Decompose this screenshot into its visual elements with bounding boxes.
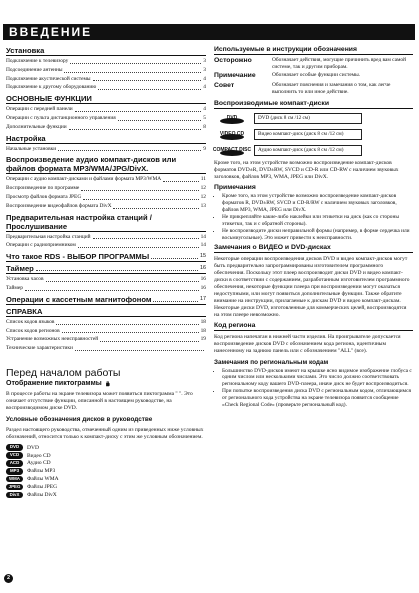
toc-leader bbox=[83, 193, 198, 200]
toc-item-label: Начальные установки bbox=[6, 145, 57, 152]
note-item: • Кроме того, на этом устройстве возможно воспроизведение компакт-дисков форматов R, DVD±RW, SVCD и CD-R/RW с наличием звуковых заголовков, файлов MP3, WMA, JPEG или DivX. bbox=[222, 193, 413, 213]
symbols-heading: Условные обозначения дисков в руководстве bbox=[6, 415, 153, 423]
disc-badge-icon: WMA bbox=[6, 476, 23, 483]
notes-list bbox=[222, 193, 413, 241]
notation-term: Примечание bbox=[214, 72, 256, 80]
disc-symbol-row bbox=[6, 476, 206, 483]
toc-leader bbox=[163, 175, 199, 182]
region-notes-heading: Замечания по региональным кодам bbox=[214, 358, 329, 366]
notation-text: Обозначает особые функции системы. bbox=[272, 72, 361, 79]
toc-item-label: Операции с радиоприемником bbox=[6, 242, 76, 249]
toc-section-label: Что такое RDS - ВЫБОР ПРОГРАММЫ bbox=[6, 252, 150, 262]
toc-item-label: Список кодов регионов bbox=[6, 327, 60, 334]
toc-item[interactable] bbox=[6, 202, 206, 211]
region-note-item: • Большинство DVD-дисков имеют на крышке ясно видимое изображение глобуса с одним числом или несколькими числами. Это число должно соответствовать региональному коду вашего DVD-плеера, иначе диск не будет воспроизводиться. bbox=[222, 368, 413, 388]
toc-item[interactable] bbox=[6, 145, 206, 154]
symbols-paragraph: Раздел настоящего руководства, отмеченный одним из приведенных ниже условных обозначений, относится только к компакт-диску с этим же условным обозначением. bbox=[6, 426, 204, 440]
toc-page: 16 bbox=[200, 276, 206, 283]
toc-leader bbox=[56, 318, 198, 325]
toc-item[interactable] bbox=[6, 83, 206, 92]
discs-paragraph: Кроме того, на этом устройстве возможно воспроизведение компакт-дисков форматов DVD±R, DVD±RW, SVCD и CD-R или CD-RW с наличием звуковых заголовков, файлов MP3, WMA, JPEG или DivX. bbox=[214, 160, 399, 181]
toc-leader bbox=[70, 57, 201, 64]
region-note-item: • При попытке воспроизведения диска DVD с региональным кодом, отличающимся от регионального кода устройства на экране телевизора появится сообщение «Check Regional Code» (проверьте региональный код). bbox=[222, 388, 413, 408]
divider bbox=[214, 108, 413, 109]
toc-leader bbox=[100, 335, 198, 342]
toc-section-title bbox=[6, 252, 206, 262]
toc-page: 14 bbox=[200, 242, 206, 249]
toc-page: 16 bbox=[200, 265, 206, 272]
notation-term: Осторожно bbox=[214, 57, 252, 64]
toc-leader bbox=[75, 105, 202, 112]
toc-item[interactable] bbox=[6, 175, 206, 184]
toc-page: 18 bbox=[200, 327, 206, 334]
toc-item-label: Список кодов языков bbox=[6, 318, 55, 325]
disc-list bbox=[214, 111, 413, 157]
toc-item-label: Просмотр файлов формата JPEG bbox=[6, 193, 82, 200]
disc-logo-text: COMPACT DISC bbox=[212, 146, 252, 153]
intro-title: Перед началом работы bbox=[6, 366, 121, 379]
disc-symbol-label: Видео CD bbox=[27, 452, 51, 459]
toc-item[interactable] bbox=[6, 57, 206, 66]
toc-leader bbox=[75, 344, 204, 351]
toc-leader bbox=[78, 241, 199, 248]
toc-section-label: Настройка bbox=[6, 133, 46, 143]
disc-badge-icon: ACD bbox=[6, 460, 23, 467]
disc-badge-icon: JPEG bbox=[6, 484, 23, 491]
toc-section-label: Установка bbox=[6, 46, 45, 55]
video-paragraph: Некоторые операции воспроизведения дисков DVD и видео компакт-дисков могут быть предварительно запрограммированы изготовителем программного обеспечения. Поскольку этот плеер воспроизводит диски DVD и видео компакт-диски в соответствии с содержанием, разработанным изготовителем программного обеспечения, некоторые функции плеера при воспроизведении могут оказаться недоступными, или могут появиться дополнительные функции. Также обратите внимание на инструкции, прилагаемые к дискам DVD и видео компакт-дискам. Некоторые диски DVD, изготовленные для коммерческих целей, воспроизводятся на этом плеере невозможно. bbox=[214, 255, 410, 318]
toc-leader bbox=[118, 114, 202, 121]
toc-section-title bbox=[6, 134, 206, 144]
toc-page: 19 bbox=[200, 336, 206, 343]
intro-subtitle: Отображение пиктограммы bbox=[6, 379, 206, 388]
toc-item-label: Технические характеристики bbox=[6, 345, 73, 352]
toc-page: 5 bbox=[203, 114, 206, 121]
toc-section-label: ОСНОВНЫЕ ФУНКЦИИ bbox=[6, 94, 92, 104]
left-column bbox=[6, 44, 206, 499]
toc-page: 14 bbox=[200, 233, 206, 240]
toc-item-label: Предварительная настройка станций bbox=[6, 233, 91, 240]
toc-page: 11 bbox=[200, 176, 206, 183]
disc-badge-icon: MP3 bbox=[6, 468, 23, 475]
toc-page: 17 bbox=[200, 295, 206, 302]
toc-item[interactable] bbox=[6, 284, 206, 293]
toc-item-label: Воспроизведение видеофайлов формата DivX bbox=[6, 202, 112, 209]
toc-section-title bbox=[6, 155, 206, 174]
toc-item[interactable] bbox=[6, 241, 206, 250]
note-item: • Не прикрепляйте какие-либо наклейки или этикетки на диск (как со стороны этикетки, так и с обратной стороны). bbox=[222, 214, 413, 227]
toc-item[interactable] bbox=[6, 66, 206, 75]
divider bbox=[214, 54, 413, 55]
disc-symbol-row bbox=[6, 452, 206, 459]
disc-row bbox=[214, 143, 413, 157]
toc-item-label: Операции с пульта дистанционного управления bbox=[6, 114, 116, 121]
disc-symbol-row bbox=[6, 483, 206, 490]
toc-item[interactable] bbox=[6, 275, 206, 284]
intro-paragraph: В процессе работы на экране телевизора может появиться пиктограмма " ". Это означает отсутствие функции, описанной в настоящем руководстве, на воспроизводимом диске DVD. bbox=[6, 390, 193, 411]
disc-badge-icon: DVD bbox=[6, 444, 23, 451]
toc-page: 4 bbox=[203, 84, 206, 91]
divider bbox=[214, 330, 413, 331]
toc-item-label: Операции с аудио компакт-дисками и файлами формата MP3/WMA bbox=[6, 176, 162, 183]
disc-badge-icon: VCD bbox=[6, 452, 23, 459]
disc-logo-icon bbox=[214, 143, 250, 157]
notation-heading: Используемые в инструкции обозначения bbox=[214, 46, 357, 53]
section-banner bbox=[3, 24, 415, 40]
toc-page: 13 bbox=[200, 202, 206, 209]
toc-leader bbox=[81, 184, 198, 191]
toc-section-label: СПРАВКА bbox=[6, 306, 43, 316]
disc-symbol-list bbox=[6, 444, 206, 499]
disc-description: Аудио компакт-диск (диск 8 см /12 см) bbox=[254, 145, 362, 155]
toc-page: 4 bbox=[203, 75, 206, 82]
region-paragraph: Код региона напечатан в нижней части изделия. На проигрывателе допускается воспроизведение дисков DVD с обозначением кода региона, идентичным нанесенному на заднюю панель или с обозначением "ALL" (все). bbox=[214, 333, 401, 354]
toc-item-label: Таймер bbox=[6, 284, 23, 291]
toc-page: 3 bbox=[203, 66, 206, 73]
right-column bbox=[214, 44, 413, 409]
toc-leader bbox=[93, 75, 202, 82]
toc-page: 15 bbox=[200, 253, 206, 260]
toc-item[interactable] bbox=[6, 105, 206, 114]
disc-row bbox=[214, 111, 413, 125]
notes-heading: Примечания bbox=[214, 184, 256, 192]
notation-text: Обозначает действия, могущие причинить вред вам самой системе, так и другим приборам. bbox=[272, 57, 406, 70]
toc-item-label: Подключение к телевизору bbox=[6, 58, 69, 64]
toc-item[interactable] bbox=[6, 193, 206, 202]
toc-item-label: Воспроизведение по программе bbox=[6, 185, 80, 192]
notation-row bbox=[214, 82, 413, 95]
section-title: ВВЕДЕНИЕ bbox=[9, 25, 93, 39]
disc-description: Видео компакт-диск (диск 8 см /12 см) bbox=[254, 129, 362, 139]
toc-section-title bbox=[6, 295, 206, 305]
toc-leader bbox=[98, 83, 201, 90]
toc-leader bbox=[64, 66, 201, 73]
disc-logo-text: VIDEO CD bbox=[219, 130, 245, 137]
disc-symbol-label: DVD bbox=[27, 444, 39, 451]
disc-symbol-label: Файлы MP3 bbox=[27, 468, 56, 475]
region-notes-list bbox=[222, 368, 413, 409]
disc-logo-icon bbox=[214, 127, 250, 141]
notation-text: Обозначает пояснения и замечания о том, как легче выполнить то или иное действие. bbox=[272, 82, 391, 95]
discs-heading: Воспроизводимые компакт-диски bbox=[214, 100, 329, 108]
notation-list bbox=[214, 57, 413, 95]
toc-page: 12 bbox=[200, 193, 206, 200]
notation-term: Совет bbox=[214, 82, 235, 90]
toc-page: 16 bbox=[200, 284, 206, 291]
note-item: • Не воспроизводите диски неправильной формы (например, в форме сердечка или восьмиугольные). Это может привести к неисправности. bbox=[222, 228, 413, 241]
disc-symbol-row bbox=[6, 468, 206, 475]
video-heading: Замечания о ВИДЕО и DVD-дисках bbox=[214, 243, 331, 251]
toc-item[interactable] bbox=[6, 344, 206, 353]
toc-section-title bbox=[6, 46, 206, 56]
disc-symbol-label: Файлы JPEG bbox=[27, 484, 58, 491]
page-number: 2 bbox=[4, 574, 13, 583]
toc-page: 12 bbox=[200, 185, 206, 192]
toc-leader bbox=[153, 295, 198, 302]
toc-item-label: Подсоединение антенны bbox=[6, 66, 63, 73]
toc-page: 3 bbox=[203, 58, 206, 64]
disc-symbol-row bbox=[6, 460, 206, 467]
table-of-contents bbox=[6, 46, 206, 353]
toc-leader bbox=[93, 233, 199, 240]
disc-logo-icon bbox=[214, 111, 250, 125]
toc-section-label: Операции с кассетным магнитофоном bbox=[6, 294, 152, 304]
toc-item[interactable] bbox=[6, 75, 206, 84]
disc-logo-text: DVD bbox=[226, 114, 238, 121]
disc-badge-icon: DivX bbox=[6, 492, 23, 499]
region-heading: Код региона bbox=[214, 321, 256, 329]
toc-page: 18 bbox=[200, 318, 206, 325]
toc-item-label: Установка часов bbox=[6, 276, 44, 283]
divider bbox=[214, 252, 413, 253]
toc-item-label: Дополнительные функции bbox=[6, 123, 67, 130]
toc-item[interactable] bbox=[6, 123, 206, 132]
toc-item[interactable] bbox=[6, 233, 206, 242]
disc-symbol-row bbox=[6, 491, 206, 498]
toc-section-title bbox=[6, 264, 206, 274]
notation-row bbox=[214, 72, 413, 80]
toc-item[interactable] bbox=[6, 327, 206, 336]
toc-page: 9 bbox=[203, 145, 206, 152]
toc-leader bbox=[69, 123, 202, 130]
toc-item-label: Операции с передней панели bbox=[6, 106, 73, 113]
toc-item[interactable] bbox=[6, 335, 206, 344]
toc-item[interactable] bbox=[6, 114, 206, 123]
disc-symbol-label: Аудио CD bbox=[27, 460, 51, 467]
toc-leader bbox=[25, 284, 199, 291]
toc-section-label: Таймер bbox=[6, 264, 34, 274]
toc-item-label: Подключение к другому оборудованию bbox=[6, 84, 97, 91]
toc-section-title bbox=[6, 307, 206, 317]
hand-icon bbox=[104, 380, 111, 387]
toc-item[interactable] bbox=[6, 184, 206, 193]
toc-item-label: Устранение возможных неисправностей bbox=[6, 336, 99, 343]
toc-leader bbox=[151, 252, 198, 259]
disc-row bbox=[214, 127, 413, 141]
toc-item[interactable] bbox=[6, 318, 206, 327]
toc-item-label: Подключение акустической системы bbox=[6, 75, 91, 82]
toc-page: 4 bbox=[203, 106, 206, 113]
disc-symbol-row bbox=[6, 444, 206, 451]
toc-section-label: Предварительная настройка станций / Прослушивание bbox=[6, 212, 152, 231]
toc-leader bbox=[58, 145, 201, 152]
toc-section-title bbox=[6, 94, 206, 104]
notation-row bbox=[214, 57, 413, 70]
toc-leader bbox=[46, 275, 199, 282]
toc-leader bbox=[36, 264, 198, 271]
toc-leader bbox=[62, 327, 199, 334]
toc-page: 8 bbox=[203, 123, 206, 130]
toc-leader bbox=[113, 202, 198, 209]
disc-symbol-label: Файлы DivX bbox=[27, 491, 57, 498]
disc-symbol-label: Файлы WMA bbox=[27, 476, 59, 483]
toc-section-title bbox=[6, 213, 206, 232]
toc-section-label: Воспроизведение аудио компакт-дисков или файлов формата MP3/WMA/JPG/DivX. bbox=[6, 155, 177, 174]
disc-description: DVD (диск 8 см /12 см) bbox=[254, 113, 362, 123]
